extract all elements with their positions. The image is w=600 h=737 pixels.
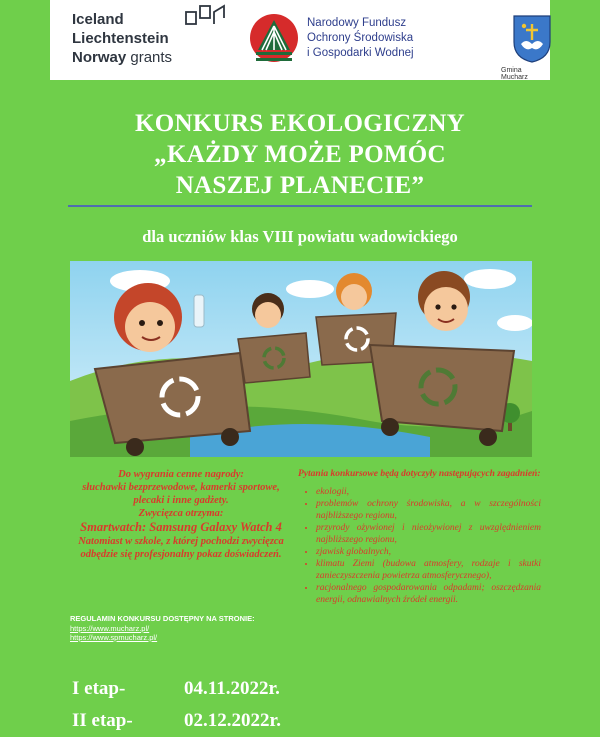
list-item: • klimatu Ziemi (budowa atmosfery, rodzaje i skutki zanieczyszczenia powietrza atmosferycznego), [316,558,541,582]
main-prize: Smartwatch: Samsung Galaxy Watch 4 [80,520,282,534]
eea-line-iceland: Iceland [72,11,124,28]
questions-lead: Pytania konkursowe będą dotyczyły następujących zagadnień: [298,469,541,479]
stage-row [72,705,281,737]
eea-line-norway [72,48,172,67]
stages-section [72,673,281,737]
stage-label: I etap- [72,678,126,699]
contest-title [70,108,530,201]
eea-norway: Norway [72,49,127,66]
regulations-section [70,614,295,643]
stage-row [72,673,281,705]
topics-list [298,486,541,606]
gmina-name: Gmina Mucharz [501,67,528,81]
list-item: • przyrody ożywionej i nieożywionej z uwzględnieniem najbliższego regionu, [316,522,541,546]
eea-grants: grants [126,49,173,66]
eea-line-liechtenstein: Liechtenstein [72,30,169,47]
prizes-section [70,468,292,561]
nfos-line3: i Gospodarki Wodnej [307,47,414,59]
nfos-line2: Ochrony Środowiska [307,32,414,44]
eea-grants-logo-text [72,10,172,67]
nfos-tree-logo-icon [248,12,300,68]
gmina-coat-of-arms-icon [512,14,552,64]
stage-label: II etap- [72,710,133,731]
list-item: • zjawisk globalnych, [316,546,541,558]
bottle-icon [194,295,204,327]
nfos-line1: Narodowy Fundusz [307,17,407,29]
title-line1: KONKURS EKOLOGICZNY [134,110,466,137]
list-item: • problemów ochrony środowiska, a w szczególności najbliższego regionu, [316,498,541,522]
eea-grants-logo-icon [184,4,228,26]
regulations-link-spmucharz[interactable]: https://www.spmucharz.pl/ [70,633,158,642]
list-item: • racjonalnego gospodarowania odpadami; oszczędzania energii, odnawialnych źródeł energii. [316,582,541,606]
stage-date: 02.12.2022r. [184,710,281,731]
regulations-label: REGULAMIN KONKURSU DOSTĘPNY NA STRONIE: [70,614,255,623]
questions-section [298,468,541,606]
stage-date: 04.11.2022r. [184,678,280,699]
winner-label: Zwycięzca otrzyma: [138,508,224,519]
kids-recycling-illustration [70,261,532,457]
nfos-name [307,16,414,61]
prizes-items: słuchawki bezprzewodowe, kamerki sportowe, plecaki i inne gadżety. [82,482,280,506]
regulations-link-mucharz[interactable]: https://www.mucharz.pl/ [70,623,150,633]
audience-subtitle: dla uczniów klas VIII powiatu wadowickiego [142,227,458,246]
title-line3: NASZEJ PLANECIE” [175,172,425,199]
title-line2: „KAŻDY MOŻE POMÓC [154,141,446,168]
logo-header [50,0,550,80]
recycling-bin-icon [238,333,310,383]
title-divider [68,205,532,207]
prizes-heading: Do wygrania cenne nagrody: [118,469,244,480]
list-item: • ekologii, [316,486,541,498]
school-prize: Natomiast w szkole, z której pochodzi zwycięzca odbędzie się profesjonalny pokaz doświadczeń. [78,536,284,560]
